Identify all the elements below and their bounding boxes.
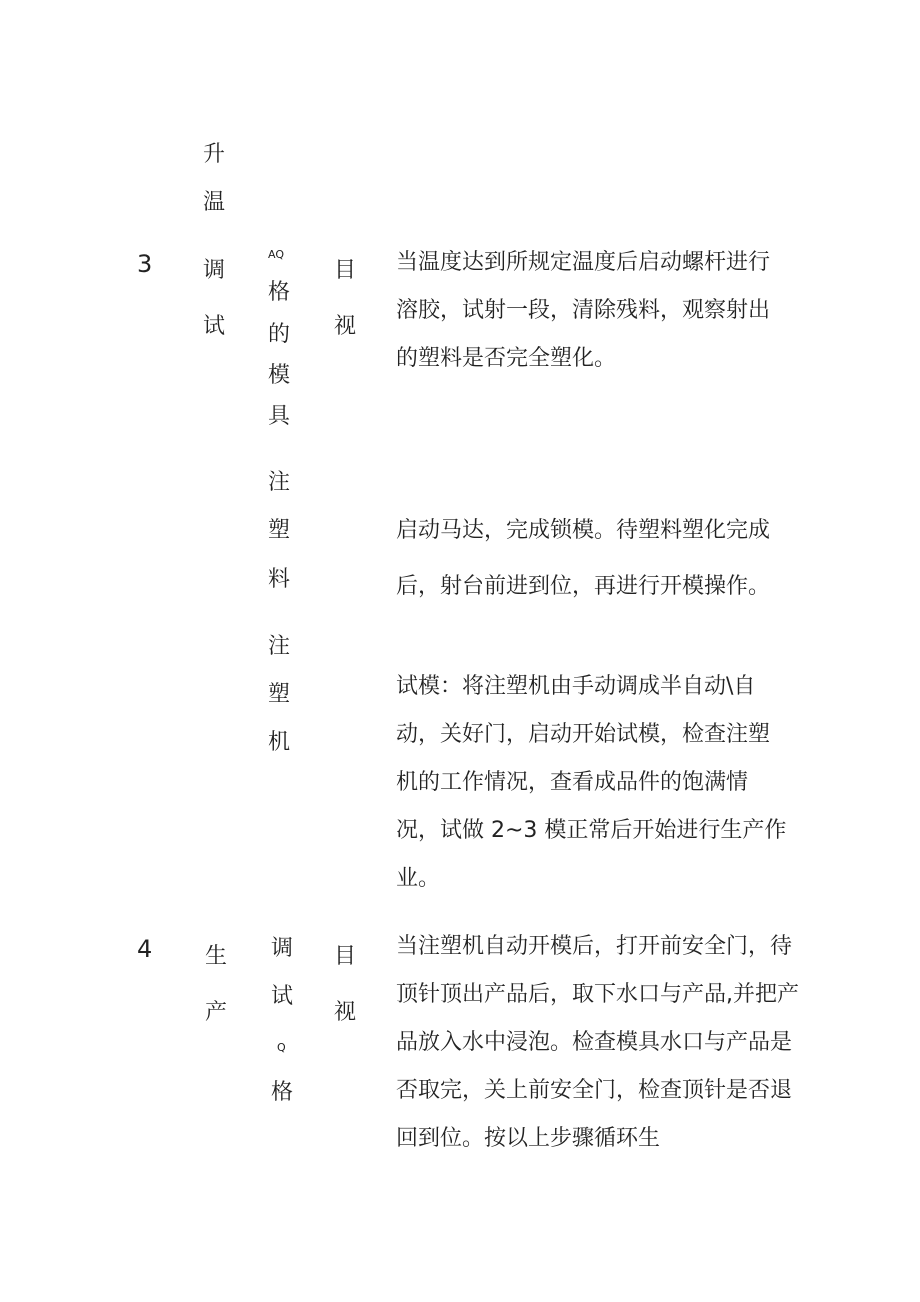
content-line: 当注塑机自动开模后，打开前安全门，待: [396, 934, 793, 959]
content-line: 机的工作情况，查看成品件的饱满情: [396, 770, 749, 795]
requirement-code: Q: [277, 1041, 286, 1054]
requirement-char: 调: [271, 936, 294, 961]
content-line: 况，试做 2~3 模正常后开始进行生产作: [396, 818, 787, 843]
requirement-char: 格: [271, 1080, 294, 1105]
requirement-char: 注: [268, 634, 291, 659]
content-line: 回到位。按以上步骤循环生: [396, 1126, 661, 1151]
content-line: 后，射台前进到位，再进行开模操作。: [396, 574, 771, 599]
content-line: 顶针顶出产品后，取下水口与产品,并把产: [396, 982, 799, 1007]
content-line: 业。: [396, 866, 441, 891]
content-line: 当温度达到所规定温度后启动螺杆进行: [396, 250, 771, 275]
requirement-char: 塑: [268, 682, 291, 707]
method-char: 视: [334, 314, 357, 339]
content-line: 溶胶，试射一段，清除残料，观察射出: [396, 298, 771, 323]
content-line: 启动马达，完成锁模。待塑料塑化完成: [396, 518, 771, 543]
row-number: 3: [137, 250, 153, 278]
requirement-char: 注: [268, 470, 291, 495]
requirement-char: 格: [268, 280, 291, 305]
requirement-char: 的: [268, 322, 291, 347]
content-line: 品放入水中浸泡。检查模具水口与产品是: [396, 1030, 793, 1055]
method-char: 目: [334, 258, 357, 283]
process-char: 生: [205, 944, 228, 969]
content-line: 否取完，关上前安全门，检查顶针是否退: [396, 1078, 793, 1103]
content-line: 试模：将注塑机由手动调成半自动\自: [396, 674, 756, 699]
requirement-char: 塑: [268, 518, 291, 543]
content-line: 的塑料是否完全塑化。: [396, 346, 617, 371]
process-char: 产: [205, 1000, 228, 1025]
method-char: 目: [334, 944, 357, 969]
requirement-char: 模: [268, 363, 291, 388]
content-line: 动，关好门，启动开始试模，检查注塑: [396, 722, 771, 747]
requirement-char: 机: [268, 730, 291, 755]
requirement-char: 试: [271, 984, 294, 1009]
process-char: 温: [203, 190, 226, 215]
process-char: 升: [203, 142, 226, 167]
process-char: 调: [203, 258, 226, 283]
method-char: 视: [334, 1000, 357, 1025]
requirement-code: AQ: [268, 248, 284, 261]
requirement-char: 料: [268, 567, 291, 592]
process-char: 试: [203, 314, 226, 339]
requirement-char: 具: [268, 404, 291, 429]
row-number: 4: [137, 935, 153, 963]
